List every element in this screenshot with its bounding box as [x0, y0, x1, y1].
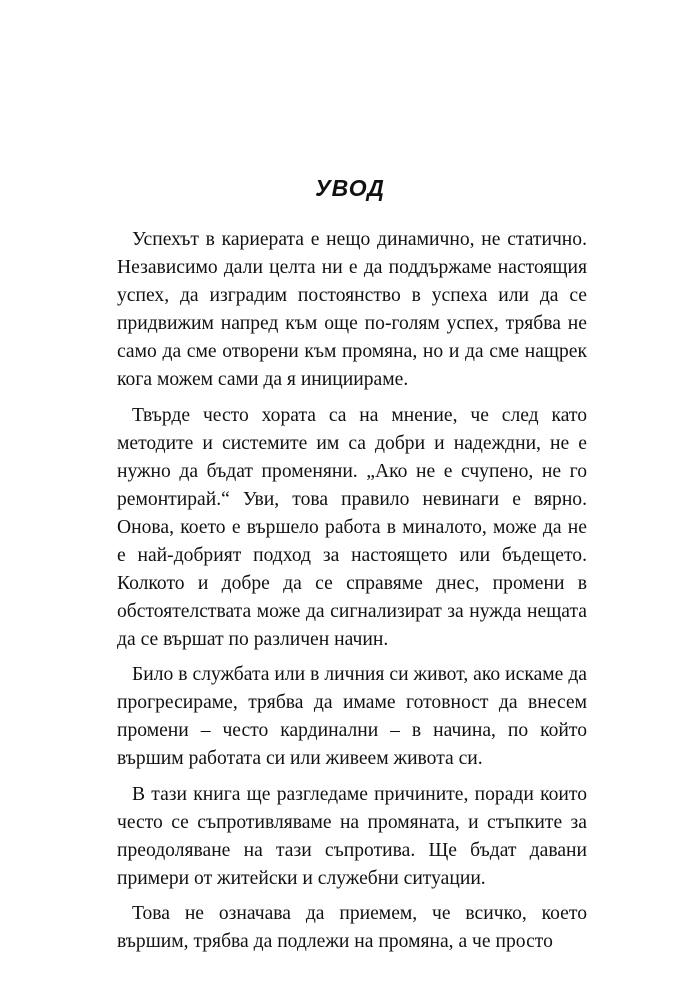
paragraph: Било в службата или в личния си живот, ако искаме да прогресираме, трябва да имаме готовност да внесем промени – често кардинални – в начина, по който вършим работата си или живеем живота си. — [117, 664, 587, 769]
chapter-body — [117, 226, 587, 964]
chapter-heading: УВОД — [315, 175, 385, 201]
paragraph: В тази книга ще разгледаме причините, поради които често се съпротивляваме на промяната, и стъпките за преодоляване на тази съпротива. Ще бъдат давани примери от житейски и служебни ситуации. — [117, 783, 587, 889]
paragraph: Успехът в кариерата е нещо динамично, не статично. Независимо дали целта ни е да поддържаме настоящия успех, да изградим постоянство в успеха или да се придвижим напред към още по-голям успех, трябва не само да сме отворени към промяна, но и да сме нащрек кога можем сами да я инициираме. — [117, 229, 587, 390]
paragraph: Твърде често хората са на мнение, че след като методите и системите им са добри и надеждни, не е нужно да бъдат променяни. „Ако не е счупено, не го ремонтирай.“ Уви, това правило невинаги е вярно. Онова, което е вършело работа в миналото, може да не е най-добрият подход за настоящето или бъдещето. Колкото и добре да се справяме днес, промени в обстоятелствата може да сигнализират за нужда нещата да се вършат по различен начин. — [117, 404, 587, 650]
paragraph: Това не означава да приемем, че всичко, което вършим, трябва да подлежи на промяна, а че просто — [117, 903, 587, 952]
